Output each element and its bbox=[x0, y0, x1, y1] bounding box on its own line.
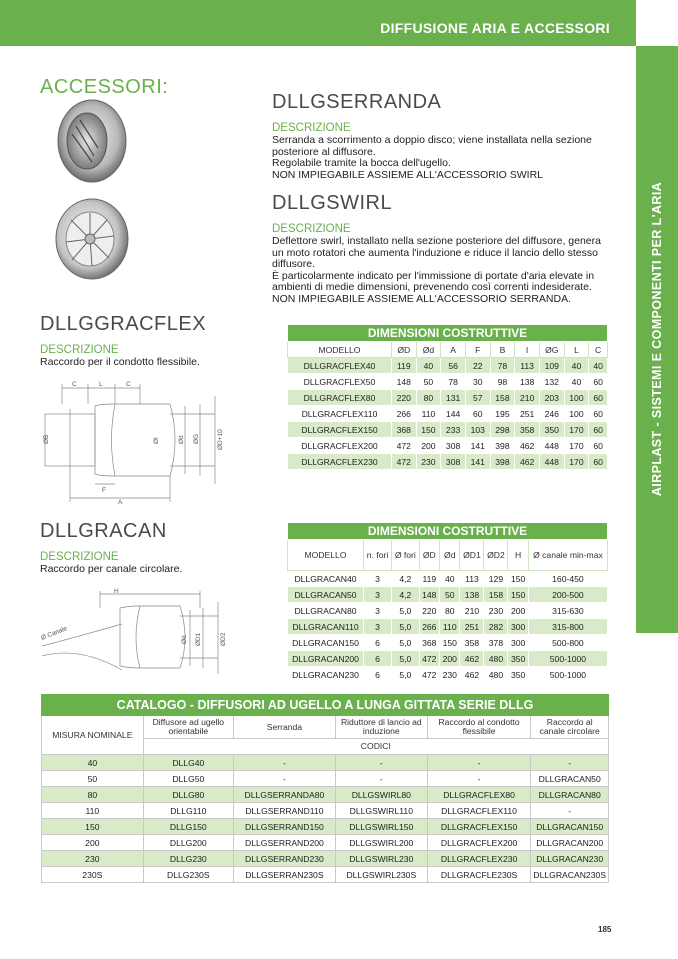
table-cell: 300 bbox=[508, 619, 528, 635]
catalog-table-body bbox=[42, 755, 609, 883]
table-cell: 56 bbox=[441, 358, 466, 374]
table-cell: 298 bbox=[490, 422, 515, 438]
table-row bbox=[288, 651, 608, 667]
table-header: ØD bbox=[391, 342, 416, 358]
table-row bbox=[42, 819, 609, 835]
table-header: I bbox=[515, 342, 540, 358]
table-cell: DLLGRACFLE230S bbox=[427, 867, 531, 883]
table-header: Ød bbox=[416, 342, 441, 358]
table-cell: 315-800 bbox=[528, 619, 607, 635]
table-cell: DLLG50 bbox=[143, 771, 233, 787]
swirl-title: DLLGSWIRL bbox=[272, 192, 393, 214]
table-cell: 246 bbox=[539, 406, 564, 422]
swirl-image bbox=[52, 196, 132, 282]
table-cell: DLLGRACAN200 bbox=[531, 835, 609, 851]
table-cell: 3 bbox=[364, 571, 392, 587]
table-cell: 40 bbox=[564, 358, 589, 374]
table-header: Ø canale min-max bbox=[528, 540, 607, 571]
table-cell: - bbox=[531, 755, 609, 771]
table-row bbox=[42, 771, 609, 787]
table-cell: 110 bbox=[42, 803, 144, 819]
table-cell: DLLGRACFLEX40 bbox=[288, 358, 392, 374]
table-cell: 109 bbox=[539, 358, 564, 374]
table-cell: 110 bbox=[416, 406, 441, 422]
table-row bbox=[288, 619, 608, 635]
catalog-codici: CODICI bbox=[143, 739, 608, 755]
table-cell: 60 bbox=[589, 454, 608, 470]
gracan-desc-label: DESCRIZIONE bbox=[40, 551, 119, 563]
table-row bbox=[288, 667, 608, 683]
table-row bbox=[288, 635, 608, 651]
table-header: ØD1 bbox=[460, 540, 484, 571]
table-cell: DLLGRACFLEX150 bbox=[427, 819, 531, 835]
gracflex-label-f: F bbox=[102, 487, 106, 494]
table-cell: 282 bbox=[484, 619, 508, 635]
swirl-line: diffusore. bbox=[272, 258, 315, 270]
table-header: Ød bbox=[440, 540, 460, 571]
table-cell: 500-1000 bbox=[528, 667, 607, 683]
side-tab bbox=[636, 46, 678, 633]
table-cell: 398 bbox=[490, 454, 515, 470]
table-row bbox=[42, 803, 609, 819]
table-cell: 472 bbox=[391, 438, 416, 454]
table-cell: 138 bbox=[460, 587, 484, 603]
table-row bbox=[42, 851, 609, 867]
table-cell: - bbox=[427, 771, 531, 787]
table-cell: 200-500 bbox=[528, 587, 607, 603]
table-cell: DLLGRACFLEX80 bbox=[427, 787, 531, 803]
table-cell: 5,0 bbox=[392, 603, 420, 619]
gracan-dimensions-table bbox=[287, 522, 608, 683]
table-cell: DLLGSERRAND230 bbox=[233, 851, 335, 867]
table-cell: 368 bbox=[419, 635, 439, 651]
table-cell: DLLGRACAN80 bbox=[531, 787, 609, 803]
table-cell: DLLGRACFLEX110 bbox=[427, 803, 531, 819]
table-cell: 113 bbox=[460, 571, 484, 587]
table-cell: 3 bbox=[364, 587, 392, 603]
table-cell: DLLGRACAN200 bbox=[288, 651, 364, 667]
table-cell: 40 bbox=[589, 358, 608, 374]
table-cell: 203 bbox=[539, 390, 564, 406]
table-cell: 480 bbox=[484, 651, 508, 667]
gracflex-label-l: L bbox=[99, 381, 103, 388]
table-cell: 6 bbox=[364, 651, 392, 667]
table-cell: 462 bbox=[460, 667, 484, 683]
table-cell: DLLGRACAN150 bbox=[288, 635, 364, 651]
table-cell: 4,2 bbox=[392, 587, 420, 603]
gracflex-title: DLLGGRACFLEX bbox=[40, 313, 207, 335]
table-cell: 210 bbox=[515, 390, 540, 406]
table-cell: 200 bbox=[42, 835, 144, 851]
table-cell: 230S bbox=[42, 867, 144, 883]
table-header: MODELLO bbox=[288, 342, 392, 358]
table-cell: 266 bbox=[419, 619, 439, 635]
table-cell: 141 bbox=[465, 454, 490, 470]
table-cell: DLLGSERRANDA80 bbox=[233, 787, 335, 803]
table-header: F bbox=[465, 342, 490, 358]
table-cell: 60 bbox=[589, 374, 608, 390]
table-row bbox=[42, 755, 609, 771]
table-cell: 3 bbox=[364, 619, 392, 635]
table-row bbox=[288, 438, 608, 454]
table-row bbox=[288, 571, 608, 587]
table-cell: 266 bbox=[391, 406, 416, 422]
table-header: ØD bbox=[419, 540, 439, 571]
table-cell: 358 bbox=[460, 635, 484, 651]
table-row bbox=[288, 587, 608, 603]
gracflex-label-a: A bbox=[118, 499, 123, 506]
table-row bbox=[42, 787, 609, 803]
gracflex-label-c2: C bbox=[126, 381, 131, 388]
catalog-header: Diffusore ad ugello orientabile bbox=[143, 716, 233, 739]
table-cell: DLLGRACFLEX110 bbox=[288, 406, 392, 422]
table-cell: DLLGSWIRL230S bbox=[335, 867, 427, 883]
table-row bbox=[288, 374, 608, 390]
gracflex-label-og: ØG bbox=[193, 433, 200, 444]
gracan-label-od: Ød bbox=[181, 635, 188, 644]
table-cell: 308 bbox=[441, 438, 466, 454]
header-title: DIFFUSIONE ARIA E ACCESSORI bbox=[380, 20, 610, 36]
table-cell: 150 bbox=[440, 635, 460, 651]
serranda-image bbox=[54, 98, 130, 184]
gracan-label-h: H bbox=[114, 588, 119, 595]
table-cell: DLLGRACAN80 bbox=[288, 603, 364, 619]
table-header: ØG bbox=[539, 342, 564, 358]
table-cell: 141 bbox=[465, 438, 490, 454]
table-cell: DLLG200 bbox=[143, 835, 233, 851]
table-row bbox=[288, 358, 608, 374]
table-cell: DLLG110 bbox=[143, 803, 233, 819]
table-cell: DLLGSWIRL230 bbox=[335, 851, 427, 867]
table-cell: 300 bbox=[508, 635, 528, 651]
table-cell: 448 bbox=[539, 454, 564, 470]
swirl-line: un moto rotatori che aumenta l'induzione e riduce il lancio dello stesso bbox=[272, 246, 598, 259]
table-cell: 472 bbox=[419, 667, 439, 683]
gracan-description: Raccordo per canale circolare. bbox=[40, 563, 183, 575]
table-cell: 230 bbox=[440, 667, 460, 683]
table-cell: 150 bbox=[416, 422, 441, 438]
table-cell: 80 bbox=[416, 390, 441, 406]
table-cell: 160-450 bbox=[528, 571, 607, 587]
swirl-desc-label: DESCRIZIONE bbox=[272, 223, 351, 235]
table-cell: 230 bbox=[416, 454, 441, 470]
table-row bbox=[288, 390, 608, 406]
table-cell: DLLGRACFLEX200 bbox=[288, 438, 392, 454]
table-cell: 5,0 bbox=[392, 651, 420, 667]
table-cell: 78 bbox=[490, 358, 515, 374]
table-cell: 129 bbox=[484, 571, 508, 587]
table-cell: 138 bbox=[515, 374, 540, 390]
table-cell: 220 bbox=[391, 390, 416, 406]
table-header: Ø fori bbox=[392, 540, 420, 571]
table-cell: 462 bbox=[460, 651, 484, 667]
table-cell: DLLGRACFLEX230 bbox=[288, 454, 392, 470]
gracflex-desc-label: DESCRIZIONE bbox=[40, 344, 119, 356]
table-cell: 80 bbox=[440, 603, 460, 619]
accessori-title: ACCESSORI: bbox=[40, 76, 169, 98]
table-header: C bbox=[589, 342, 608, 358]
table-cell: 200 bbox=[416, 438, 441, 454]
table-cell: 110 bbox=[440, 619, 460, 635]
table-cell: 308 bbox=[441, 454, 466, 470]
table-cell: 40 bbox=[42, 755, 144, 771]
table-cell: DLLG80 bbox=[143, 787, 233, 803]
table-cell: 4,2 bbox=[392, 571, 420, 587]
catalog-header: Serranda bbox=[233, 716, 335, 739]
table-cell: 158 bbox=[490, 390, 515, 406]
table-cell: 50 bbox=[440, 587, 460, 603]
table-cell: DLLGRACAN230 bbox=[531, 851, 609, 867]
catalog-header: Raccordo al condotto flessibile bbox=[427, 716, 531, 739]
table-cell: 5,0 bbox=[392, 667, 420, 683]
table-cell: DLLGRACFLEX200 bbox=[427, 835, 531, 851]
gracan-label-od1: ØD1 bbox=[195, 632, 202, 646]
table-cell: 80 bbox=[42, 787, 144, 803]
table-cell: DLLGSERRAN230S bbox=[233, 867, 335, 883]
table-cell: 210 bbox=[460, 603, 484, 619]
table-cell: 378 bbox=[484, 635, 508, 651]
table-row bbox=[288, 454, 608, 470]
table-header: A bbox=[441, 342, 466, 358]
table-cell: - bbox=[233, 771, 335, 787]
table-cell: DLLG40 bbox=[143, 755, 233, 771]
serranda-line: NON IMPIEGABILE ASSIEME ALL'ACCESSORIO SWIRL bbox=[272, 168, 544, 181]
table-cell: DLLGSERRAND150 bbox=[233, 819, 335, 835]
catalog-col-misura: MISURA NOMINALE bbox=[42, 716, 144, 755]
gracflex-table-title: DIMENSIONI COSTRUTTIVE bbox=[288, 325, 608, 342]
table-cell: 200 bbox=[440, 651, 460, 667]
table-cell: DLLGSERRAND110 bbox=[233, 803, 335, 819]
table-cell: 6 bbox=[364, 667, 392, 683]
table-cell: 368 bbox=[391, 422, 416, 438]
table-cell: 462 bbox=[515, 454, 540, 470]
table-cell: 251 bbox=[460, 619, 484, 635]
table-cell: 170 bbox=[564, 454, 589, 470]
table-cell: 200 bbox=[508, 603, 528, 619]
table-cell: 350 bbox=[508, 651, 528, 667]
swirl-line: ambienti di medie dimensioni, prevenendo così correnti indesiderate. bbox=[272, 281, 592, 293]
table-cell: 233 bbox=[441, 422, 466, 438]
table-cell: 148 bbox=[391, 374, 416, 390]
table-cell: DLLGSWIRL80 bbox=[335, 787, 427, 803]
serranda-line: Regolabile tramite la bocca dell'ugello. bbox=[272, 157, 451, 169]
table-cell: DLLGRACAN40 bbox=[288, 571, 364, 587]
table-cell: 350 bbox=[539, 422, 564, 438]
gracflex-label-c1: C bbox=[72, 381, 77, 388]
table-cell: 132 bbox=[539, 374, 564, 390]
table-cell: 100 bbox=[564, 390, 589, 406]
table-cell: 462 bbox=[515, 438, 540, 454]
table-cell: 6 bbox=[364, 635, 392, 651]
table-cell: DLLG230 bbox=[143, 851, 233, 867]
table-header: L bbox=[564, 342, 589, 358]
table-cell: 398 bbox=[490, 438, 515, 454]
table-cell: 30 bbox=[465, 374, 490, 390]
table-cell: - bbox=[335, 771, 427, 787]
table-cell: 220 bbox=[419, 603, 439, 619]
table-cell: 40 bbox=[564, 374, 589, 390]
gracan-label-canale: Ø Canale bbox=[40, 625, 69, 642]
table-cell: 119 bbox=[391, 358, 416, 374]
table-cell: 22 bbox=[465, 358, 490, 374]
table-cell: DLLGRACFLEX50 bbox=[288, 374, 392, 390]
page-number: 185 bbox=[598, 925, 612, 934]
side-tab-text: AIRPLAST - SISTEMI E COMPONENTI PER L'ARIA bbox=[650, 181, 664, 497]
table-cell: - bbox=[427, 755, 531, 771]
table-cell: 158 bbox=[484, 587, 508, 603]
table-cell: DLLGSERRAND200 bbox=[233, 835, 335, 851]
table-row bbox=[42, 835, 609, 851]
table-cell: 150 bbox=[508, 587, 528, 603]
table-cell: 230 bbox=[42, 851, 144, 867]
table-cell: 358 bbox=[515, 422, 540, 438]
gracflex-description: Raccordo per il condotto flessibile. bbox=[40, 356, 200, 368]
table-cell: 60 bbox=[465, 406, 490, 422]
table-cell: - bbox=[335, 755, 427, 771]
swirl-line: Deflettore swirl, installato nella sezione posteriore del diffusore, genera bbox=[272, 235, 601, 247]
table-header: ØD2 bbox=[484, 540, 508, 571]
table-row bbox=[288, 422, 608, 438]
gracan-drawing bbox=[40, 588, 235, 678]
gracan-table-body bbox=[288, 571, 608, 683]
table-cell: 78 bbox=[441, 374, 466, 390]
table-cell: 98 bbox=[490, 374, 515, 390]
header-bar bbox=[0, 0, 636, 46]
table-cell: 251 bbox=[515, 406, 540, 422]
table-cell: DLLGRACAN50 bbox=[531, 771, 609, 787]
table-cell: DLLGSWIRL110 bbox=[335, 803, 427, 819]
serranda-line: posteriore al diffusore. bbox=[272, 145, 376, 158]
table-cell: DLLGRACAN110 bbox=[288, 619, 364, 635]
table-cell: 100 bbox=[564, 406, 589, 422]
gracflex-label-oi: ØI bbox=[153, 437, 160, 444]
swirl-line: È particolarmente indicato per l'immissione di portate d'aria elevate in bbox=[272, 269, 595, 282]
gracflex-label-ob: ØB bbox=[43, 434, 50, 444]
table-cell: 472 bbox=[391, 454, 416, 470]
table-cell: 315-630 bbox=[528, 603, 607, 619]
table-header: n. fori bbox=[364, 540, 392, 571]
table-cell: 60 bbox=[589, 406, 608, 422]
table-cell: 40 bbox=[440, 571, 460, 587]
table-cell: 472 bbox=[419, 651, 439, 667]
table-cell: 150 bbox=[508, 571, 528, 587]
table-cell: DLLGRACAN50 bbox=[288, 587, 364, 603]
table-cell: DLLGRACAN230 bbox=[288, 667, 364, 683]
gracflex-dimensions-table bbox=[287, 324, 608, 470]
table-row bbox=[288, 406, 608, 422]
serranda-description bbox=[272, 135, 617, 181]
table-cell: 50 bbox=[416, 374, 441, 390]
table-cell: 60 bbox=[589, 390, 608, 406]
table-cell: 60 bbox=[589, 438, 608, 454]
serranda-title: DLLGSERRANDA bbox=[272, 91, 442, 113]
gracflex-drawing bbox=[40, 374, 255, 506]
table-cell: DLLG150 bbox=[143, 819, 233, 835]
table-cell: 3 bbox=[364, 603, 392, 619]
serranda-line: Serranda a scorrimento a doppio disco; viene installata nella sezione bbox=[272, 134, 592, 146]
table-cell: 60 bbox=[589, 422, 608, 438]
table-cell: DLLGRACAN230S bbox=[531, 867, 609, 883]
table-cell: 5,0 bbox=[392, 635, 420, 651]
table-cell: - bbox=[233, 755, 335, 771]
table-cell: 144 bbox=[441, 406, 466, 422]
gracan-label-od2: ØD2 bbox=[220, 632, 227, 646]
table-cell: 500-800 bbox=[528, 635, 607, 651]
table-cell: DLLGRACFLEX150 bbox=[288, 422, 392, 438]
table-cell: 170 bbox=[564, 422, 589, 438]
table-cell: 150 bbox=[42, 819, 144, 835]
table-row bbox=[42, 867, 609, 883]
catalog-table bbox=[41, 694, 609, 883]
table-cell: 480 bbox=[484, 667, 508, 683]
catalog-header: Raccordo al canale circolare bbox=[531, 716, 609, 739]
table-cell: DLLGSWIRL150 bbox=[335, 819, 427, 835]
gracflex-label-odd: ØD+10 bbox=[217, 429, 224, 450]
table-cell: 119 bbox=[419, 571, 439, 587]
table-cell: 500-1000 bbox=[528, 651, 607, 667]
table-cell: 57 bbox=[465, 390, 490, 406]
gracflex-label-od: Ød bbox=[178, 435, 185, 444]
table-cell: DLLG230S bbox=[143, 867, 233, 883]
table-cell: DLLGRACAN150 bbox=[531, 819, 609, 835]
table-cell: 448 bbox=[539, 438, 564, 454]
gracan-table-title: DIMENSIONI COSTRUTTIVE bbox=[288, 523, 608, 540]
table-header: H bbox=[508, 540, 528, 571]
table-cell: 131 bbox=[441, 390, 466, 406]
table-row bbox=[288, 603, 608, 619]
table-cell: 113 bbox=[515, 358, 540, 374]
table-header: B bbox=[490, 342, 515, 358]
table-cell: 5,0 bbox=[392, 619, 420, 635]
table-cell: 103 bbox=[465, 422, 490, 438]
table-cell: 50 bbox=[42, 771, 144, 787]
table-cell: DLLGSWIRL200 bbox=[335, 835, 427, 851]
table-cell: 195 bbox=[490, 406, 515, 422]
swirl-line: NON IMPIEGABILE ASSIEME ALL'ACCESSORIO SERRANDA. bbox=[272, 292, 572, 305]
table-cell: DLLGRACFLEX230 bbox=[427, 851, 531, 867]
catalog-title: CATALOGO - DIFFUSORI AD UGELLO A LUNGA GITTATA SERIE DLLG bbox=[42, 695, 609, 716]
serranda-desc-label: DESCRIZIONE bbox=[272, 122, 351, 134]
table-cell: DLLGRACFLEX80 bbox=[288, 390, 392, 406]
table-cell: 40 bbox=[416, 358, 441, 374]
table-cell: 350 bbox=[508, 667, 528, 683]
catalog-header: Riduttore di lancio ad induzione bbox=[335, 716, 427, 739]
swirl-description bbox=[272, 236, 617, 305]
table-cell: 170 bbox=[564, 438, 589, 454]
table-cell: 148 bbox=[419, 587, 439, 603]
table-header: MODELLO bbox=[288, 540, 364, 571]
gracflex-table-body bbox=[288, 358, 608, 470]
gracan-title: DLLGRACAN bbox=[40, 520, 167, 542]
table-cell: 230 bbox=[484, 603, 508, 619]
table-cell: - bbox=[531, 803, 609, 819]
